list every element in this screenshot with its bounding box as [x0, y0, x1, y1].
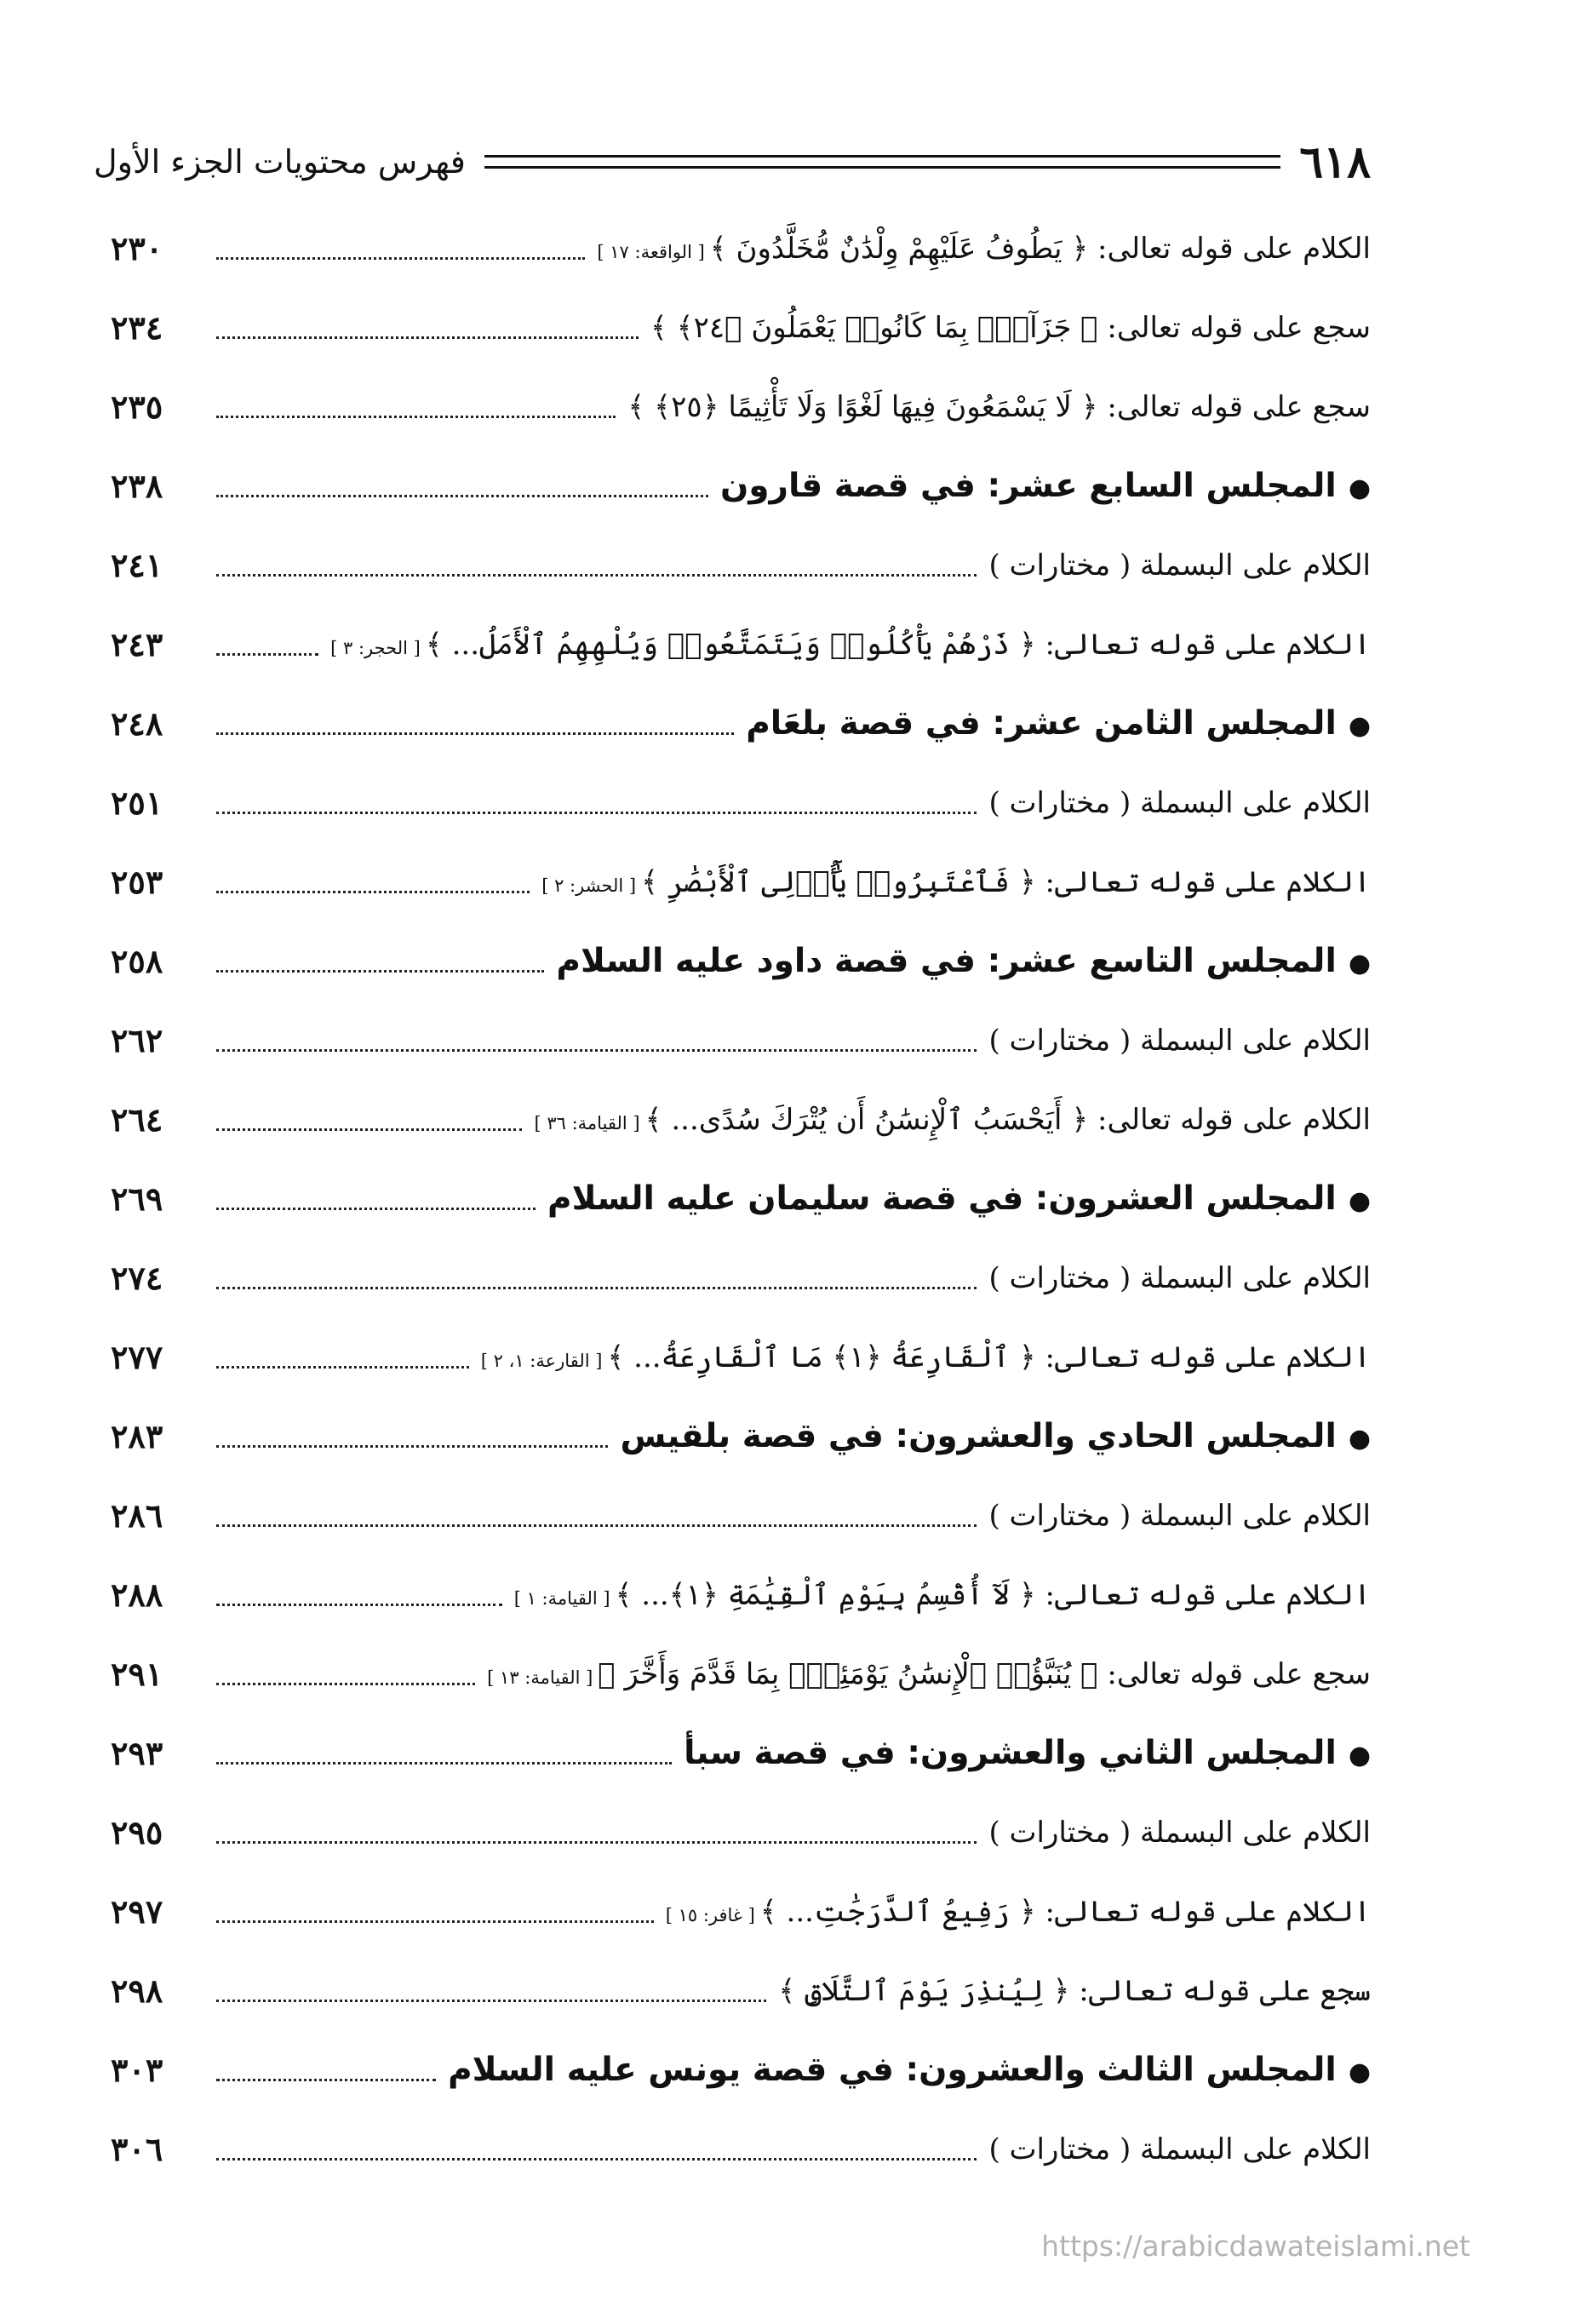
- entry-prefix: الكلام على البسملة ( مختارات ): [988, 1023, 1371, 1058]
- entry-title: [720, 467, 1371, 505]
- quran-verse: ﴿ رَفِيعُ ٱلدَّرَجَٰتِ... ﴾: [759, 1894, 1036, 1929]
- entry-page-number: ٢٥١: [111, 783, 163, 822]
- entry-prefix: سجع على قوله تعالى:: [1107, 389, 1371, 424]
- toc-subentry: [111, 367, 1371, 446]
- entry-prefix: الكلام على قوله تعالى:: [1045, 1577, 1371, 1612]
- entry-page-number: ٢٩٧: [111, 1892, 163, 1931]
- toc-subentry: [111, 1001, 1371, 1080]
- dot-leader: [216, 1604, 502, 1606]
- entry-title: [556, 944, 1371, 978]
- quran-verse: ﴿ أَيَحْسَبُ ٱلْإِنسَٰنُ أَن يُتْرَكَ سُدًى... ﴾: [644, 1102, 1089, 1137]
- dot-leader: [216, 970, 544, 973]
- dot-leader: [216, 416, 616, 418]
- entry-page-number: ٢٩٨: [111, 1971, 163, 2010]
- toc-subentry: [111, 288, 1371, 367]
- toc-subentry: [111, 1080, 1371, 1159]
- dot-leader: [216, 2000, 766, 2002]
- quran-verse: ﴿ لَا يَسْمَعُونَ فِيهَا لَغْوًا وَلَا تَأْثِيمًا ﴿٢٥﴾ ﴾: [627, 389, 1098, 424]
- entry-title: [541, 864, 1371, 899]
- entry-title: [513, 1577, 1371, 1612]
- entry-title: [534, 1102, 1371, 1137]
- entry-prefix: الكلام على قوله تعالى:: [1045, 627, 1371, 662]
- entry-page-number: ٢٦٤: [111, 1100, 163, 1139]
- entry-title: [988, 2132, 1371, 2166]
- entry-title: [665, 1894, 1371, 1929]
- dot-leader: [216, 812, 977, 814]
- dot-leader: [216, 1208, 536, 1210]
- toc-chapter-entry: [111, 1397, 1371, 1476]
- quran-verse: ﴿ فَٱعْتَبِرُوا۟ يَٰٓأُو۟لِى ٱلْأَبْصَٰرِ ﴾: [641, 864, 1036, 899]
- entry-page-number: ٢٩٣: [111, 1734, 163, 1772]
- dot-leader: [216, 1128, 522, 1131]
- entry-prefix: الكلام على قوله تعالى:: [1097, 1102, 1371, 1137]
- entry-page-number: ٢٤١: [111, 546, 163, 584]
- entry-title: [988, 1023, 1371, 1058]
- entry-title: [778, 1973, 1371, 2008]
- entry-page-number: ٢٣٠: [111, 229, 163, 267]
- entry-page-number: ٢٣٨: [111, 467, 163, 505]
- chapter-title: المجلس الثالث والعشرون: في قصة يونس عليه السلام: [448, 2051, 1337, 2089]
- entry-title: [650, 310, 1371, 345]
- dot-leader: [216, 495, 708, 497]
- toc-subentry: [111, 605, 1371, 684]
- toc-subentry: [111, 1317, 1371, 1397]
- header-double-rule: [484, 155, 1280, 169]
- verse-reference: [ الحشر: ٢ ]: [541, 875, 637, 896]
- entry-title: [547, 1179, 1371, 1218]
- entry-title: [448, 2051, 1371, 2089]
- verse-reference: [ الحجر: ٣ ]: [330, 637, 421, 658]
- toc-chapter-entry: [111, 446, 1371, 525]
- chapter-title: المجلس العشرون: في قصة سليمان عليه السلام: [547, 1179, 1337, 1218]
- entry-prefix: الكلام على قوله تعالى:: [1045, 1340, 1371, 1374]
- entry-prefix: الكلام على قوله تعالى:: [1045, 864, 1371, 899]
- entry-page-number: ٢٦٢: [111, 1021, 163, 1059]
- entry-prefix: الكلام على البسملة ( مختارات ): [988, 1260, 1371, 1295]
- dot-leader: [216, 1445, 608, 1448]
- toc-subentry: [111, 763, 1371, 842]
- bullet-icon: ●: [1348, 949, 1371, 978]
- toc-chapter-entry: [111, 684, 1371, 763]
- quran-verse: ﴿ ٱلْقَارِعَةُ ﴿١﴾ مَا ٱلْقَارِعَةُ... ﴾: [607, 1340, 1036, 1374]
- toc-subentry: [111, 525, 1371, 605]
- bullet-icon: ●: [1348, 1186, 1371, 1216]
- entry-prefix: سجع على قوله تعالى:: [1079, 1973, 1371, 2008]
- entry-page-number: ٢٨٨: [111, 1575, 163, 1614]
- dot-leader: [216, 257, 585, 260]
- quran-verse: ﴿ ذَرْهُمْ يَأْكُلُوا۟ وَيَتَمَتَّعُوا۟ وَيُلْهِهِمُ ٱلْأَمَلُ... ﴾: [425, 627, 1036, 662]
- chapter-title: المجلس التاسع عشر: في قصة داود عليه السلام: [556, 942, 1337, 980]
- toc-chapter-entry: [111, 2030, 1371, 2109]
- entry-title: [620, 1417, 1371, 1455]
- page-number: ٦١٨: [1299, 135, 1371, 188]
- dot-leader: [216, 2079, 436, 2081]
- entry-prefix: الكلام على البسملة ( مختارات ): [988, 2132, 1371, 2166]
- bullet-icon: ●: [1348, 2057, 1371, 2087]
- entry-prefix: الكلام على البسملة ( مختارات ): [988, 785, 1371, 820]
- toc-chapter-entry: [111, 1713, 1371, 1793]
- dot-leader: [216, 1049, 977, 1052]
- entry-prefix: الكلام على قوله تعالى:: [1097, 231, 1371, 266]
- entry-title: [988, 1260, 1371, 1295]
- chapter-title: المجلس الحادي والعشرون: في قصة بلقيس: [620, 1417, 1337, 1455]
- entry-page-number: ٢٤٣: [111, 625, 163, 663]
- entry-prefix: سجع على قوله تعالى:: [1107, 310, 1371, 345]
- verse-reference: [ الواقعة: ١٧ ]: [597, 241, 705, 262]
- entry-page-number: ٢٧٧: [111, 1338, 163, 1376]
- entry-title: [330, 627, 1371, 662]
- entry-title: [746, 704, 1371, 743]
- entry-page-number: ٢٥٨: [111, 942, 163, 980]
- toc-subentry: [111, 209, 1371, 288]
- toc-subentry: [111, 1793, 1371, 1872]
- verse-reference: [ القيامة: ٣٦ ]: [534, 1112, 640, 1133]
- dot-leader: [216, 1841, 977, 1844]
- quran-verse: ﴿ لِيُنذِرَ يَوْمَ ٱلتَّلَاقِ ﴾: [778, 1973, 1070, 2008]
- verse-reference: [ القيامة: ١ ]: [513, 1587, 610, 1609]
- quran-verse: ﴿ يَطُوفُ عَلَيْهِمْ وِلْدَٰنٌ مُّخَلَّدُونَ ﴾: [709, 231, 1089, 266]
- entry-prefix: الكلام على البسملة ( مختارات ): [988, 1815, 1371, 1850]
- entry-title: [487, 1656, 1371, 1691]
- running-title: فهرس محتويات الجزء الأول: [94, 143, 466, 181]
- entry-page-number: ٢٤٨: [111, 704, 163, 743]
- entry-page-number: ٢٥٣: [111, 863, 163, 901]
- toc-subentry: [111, 1634, 1371, 1713]
- dot-leader: [216, 891, 530, 893]
- bullet-icon: ●: [1348, 1741, 1371, 1770]
- quran-verse: ﴿ جَزَآءًۢ بِمَا كَانُوا۟ يَعْمَلُونَ ﴿٢٤﴾ ﴾: [650, 310, 1098, 345]
- bullet-icon: ●: [1348, 1424, 1371, 1454]
- toc-subentry: [111, 1872, 1371, 1951]
- quran-verse: ﴿ لَآ أُقْسِمُ بِيَوْمِ ٱلْقِيَٰمَةِ ﴿١﴾... ﴾: [615, 1577, 1036, 1612]
- toc-chapter-entry: [111, 1159, 1371, 1238]
- entry-title: [988, 1815, 1371, 1850]
- toc-subentry: [111, 842, 1371, 921]
- entry-page-number: ٢٨٣: [111, 1417, 163, 1455]
- bullet-icon: ●: [1348, 711, 1371, 741]
- verse-reference: [ غافر: ١٥ ]: [665, 1904, 755, 1925]
- toc-subentry: [111, 1238, 1371, 1317]
- source-watermark: https://arabicdawateislami.net: [1041, 2229, 1470, 2263]
- verse-reference: [ القيامة: ١٣ ]: [487, 1667, 593, 1688]
- dot-leader: [216, 2158, 977, 2160]
- entry-title: [684, 1736, 1371, 1770]
- entry-prefix: الكلام على البسملة ( مختارات ): [988, 548, 1371, 582]
- entry-prefix: الكلام على البسملة ( مختارات ): [988, 1498, 1371, 1533]
- toc-subentry: [111, 1555, 1371, 1634]
- toc-subentry: [111, 1476, 1371, 1555]
- entry-title: [597, 231, 1371, 266]
- toc-subentry: [111, 2109, 1371, 2189]
- entry-page-number: ٢٣٥: [111, 387, 163, 426]
- dot-leader: [216, 653, 318, 656]
- entry-page-number: ٢٦٩: [111, 1179, 163, 1218]
- entry-title: [988, 785, 1371, 820]
- entry-page-number: ٣٠٣: [111, 2051, 163, 2089]
- dot-leader: [216, 732, 734, 735]
- entry-page-number: ٢٨٦: [111, 1496, 163, 1535]
- chapter-title: المجلس الثامن عشر: في قصة بلعَام: [746, 704, 1337, 743]
- page-header: [94, 128, 1371, 196]
- entry-page-number: ٢٧٤: [111, 1259, 163, 1297]
- entry-title: [627, 389, 1371, 424]
- dot-leader: [216, 1366, 469, 1369]
- dot-leader: [216, 574, 977, 577]
- chapter-title: المجلس السابع عشر: في قصة قارون: [720, 467, 1337, 505]
- toc-chapter-entry: [111, 921, 1371, 1001]
- chapter-title: المجلس الثاني والعشرون: في قصة سبأ: [684, 1734, 1337, 1772]
- entry-prefix: الكلام على قوله تعالى:: [1045, 1894, 1371, 1929]
- entry-prefix: سجع على قوله تعالى:: [1107, 1656, 1371, 1691]
- dot-leader: [216, 1287, 977, 1289]
- dot-leader: [216, 1683, 475, 1685]
- quran-verse: ﴿ يُنَبَّؤُا۟ ٱلْإِنسَٰنُ يَوْمَئِذٍۭ بِمَا قَدَّمَ وَأَخَّرَ ﴾: [598, 1656, 1098, 1691]
- entry-page-number: ٣٠٦: [111, 2130, 163, 2168]
- dot-leader: [216, 1524, 977, 1527]
- toc-list: [111, 209, 1371, 2189]
- dot-leader: [216, 336, 639, 339]
- entry-page-number: ٢٩٥: [111, 1813, 163, 1851]
- bullet-icon: ●: [1348, 473, 1371, 503]
- toc-subentry: [111, 1951, 1371, 2030]
- entry-title: [480, 1340, 1371, 1374]
- entry-page-number: ٢٣٤: [111, 308, 163, 347]
- dot-leader: [216, 1920, 654, 1923]
- entry-title: [988, 1498, 1371, 1533]
- entry-title: [988, 548, 1371, 582]
- verse-reference: [ القارعة: ١، ٢ ]: [480, 1350, 603, 1371]
- entry-page-number: ٢٩١: [111, 1655, 163, 1693]
- dot-leader: [216, 1762, 672, 1765]
